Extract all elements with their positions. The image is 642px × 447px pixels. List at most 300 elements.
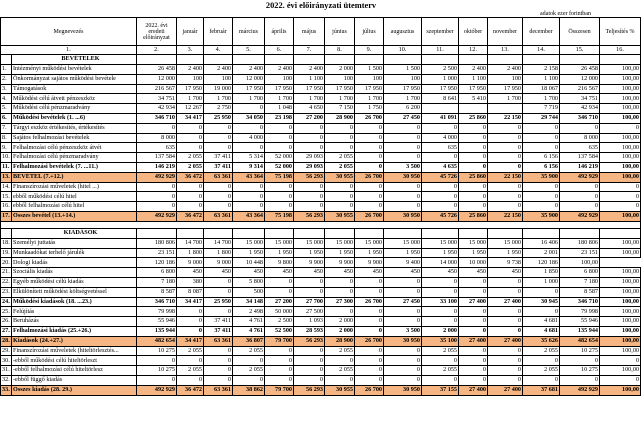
value-cell: 0 bbox=[355, 202, 384, 212]
row-number: 20. bbox=[2, 258, 10, 266]
row-label: -ebből működési célú hiteltörleszt bbox=[12, 356, 137, 366]
value-cell: 2 055 bbox=[233, 366, 265, 376]
value-cell: 492 929 bbox=[137, 172, 177, 182]
value-cell: 0 bbox=[177, 182, 204, 192]
empty-cell bbox=[177, 55, 204, 65]
value-cell: 0 bbox=[355, 287, 384, 297]
value-cell: 450 bbox=[459, 268, 488, 278]
value-cell: 22 150 bbox=[488, 211, 523, 221]
value-cell: 38 862 bbox=[233, 385, 265, 395]
value-cell: 0 bbox=[560, 202, 600, 212]
value-cell: 4 681 bbox=[523, 326, 560, 336]
empty-cell bbox=[325, 55, 355, 65]
value-cell: 100,00 bbox=[600, 277, 641, 287]
value-cell: 25 860 bbox=[459, 211, 488, 221]
value-cell: 30 955 bbox=[325, 172, 355, 182]
empty-cell bbox=[233, 228, 265, 238]
value-cell: 28 900 bbox=[325, 113, 355, 123]
value-cell: 0 bbox=[560, 375, 600, 385]
row-label: Támogatások bbox=[12, 84, 137, 94]
section-header-row bbox=[1, 228, 641, 238]
value-cell: 35 900 bbox=[523, 211, 560, 221]
value-cell: 0 bbox=[384, 287, 422, 297]
row-label: Felhalmozási célú pénzmaradvány bbox=[12, 153, 137, 163]
row-number: 15. bbox=[2, 192, 10, 200]
table-row bbox=[1, 326, 641, 336]
value-cell: 63 361 bbox=[204, 172, 233, 182]
value-cell: 635 bbox=[137, 143, 177, 153]
value-cell: 14 700 bbox=[204, 238, 233, 248]
column-header: július bbox=[355, 18, 384, 46]
value-cell: 0 bbox=[355, 375, 384, 385]
value-cell: 0 bbox=[355, 123, 384, 133]
value-cell: 1 950 bbox=[265, 248, 294, 258]
value-cell: 0 bbox=[459, 346, 488, 356]
value-cell: 33 100 bbox=[422, 297, 459, 307]
empty-cell bbox=[137, 228, 177, 238]
value-cell: 0 bbox=[204, 307, 233, 317]
value-cell: 25 860 bbox=[459, 172, 488, 182]
value-cell: 0 bbox=[384, 123, 422, 133]
value-cell: 37 411 bbox=[204, 326, 233, 336]
row-number: 4. bbox=[1, 94, 12, 104]
value-cell: 100,00 bbox=[600, 94, 641, 104]
value-cell: 0 bbox=[459, 202, 488, 212]
value-cell: 1 950 bbox=[355, 248, 384, 258]
value-cell: 2 055 bbox=[523, 346, 560, 356]
value-cell: 1 048 bbox=[265, 104, 294, 114]
column-number: 15. bbox=[560, 46, 600, 55]
value-cell: 0 bbox=[422, 356, 459, 366]
row-number: 29. bbox=[2, 346, 10, 354]
value-cell: 4 000 bbox=[422, 133, 459, 143]
row-label: Dologi kiadás bbox=[12, 258, 137, 268]
value-cell: 23 151 bbox=[560, 248, 600, 258]
value-cell: 346 710 bbox=[137, 113, 177, 123]
value-cell: 36 472 bbox=[177, 385, 204, 395]
value-cell: 6 800 bbox=[560, 268, 600, 278]
value-cell: 1 700 bbox=[294, 94, 325, 104]
value-cell: 0 bbox=[233, 182, 265, 192]
value-cell: 8 587 bbox=[137, 287, 177, 297]
header-row bbox=[1, 18, 641, 46]
row-number: 33. bbox=[2, 386, 10, 393]
value-cell: 0 bbox=[325, 202, 355, 212]
row-number: 30. bbox=[2, 356, 10, 364]
value-cell: 27 400 bbox=[488, 297, 523, 307]
value-cell: 14 700 bbox=[177, 238, 204, 248]
section-title: KIADÁSOK bbox=[12, 228, 137, 238]
empty-cell bbox=[355, 228, 384, 238]
value-cell: 0 bbox=[459, 123, 488, 133]
row-number: 11. bbox=[1, 162, 12, 172]
value-cell: 0 bbox=[560, 182, 600, 192]
value-cell: 27 400 bbox=[459, 336, 488, 346]
table-row bbox=[1, 268, 641, 278]
value-cell: 4 635 bbox=[422, 162, 459, 172]
column-number: 2. bbox=[137, 46, 177, 55]
value-cell: 0 bbox=[488, 182, 523, 192]
value-cell: 43 364 bbox=[233, 211, 265, 221]
value-cell: 0 bbox=[600, 202, 641, 212]
value-cell: 0 bbox=[523, 133, 560, 143]
empty-cell bbox=[600, 228, 641, 238]
value-cell: 27 200 bbox=[294, 113, 325, 123]
value-cell: 0 bbox=[459, 192, 488, 202]
value-cell: 2 055 bbox=[422, 346, 459, 356]
value-cell: 3 500 bbox=[384, 326, 422, 336]
column-header: október bbox=[459, 18, 488, 46]
value-cell: 0 bbox=[384, 356, 422, 366]
value-cell: 1 950 bbox=[325, 248, 355, 258]
value-cell: 29 093 bbox=[294, 153, 325, 163]
value-cell: 0 bbox=[560, 123, 600, 133]
value-cell: 2 055 bbox=[325, 346, 355, 356]
value-cell: 450 bbox=[204, 268, 233, 278]
value-cell: 100,00 bbox=[600, 74, 641, 84]
value-cell: 17 950 bbox=[233, 84, 265, 94]
table-row bbox=[1, 182, 641, 192]
value-cell: 9 000 bbox=[204, 258, 233, 268]
value-cell: 7 150 bbox=[325, 104, 355, 114]
value-cell: 26 458 bbox=[137, 65, 177, 75]
value-cell: 180 806 bbox=[560, 238, 600, 248]
value-cell: 37 411 bbox=[204, 153, 233, 163]
table-row bbox=[1, 248, 641, 258]
value-cell: 0 bbox=[459, 307, 488, 317]
value-cell: 100,00 bbox=[600, 104, 641, 114]
row-number: 1. bbox=[1, 65, 12, 75]
value-cell: 0 bbox=[233, 202, 265, 212]
value-cell: 5 410 bbox=[459, 94, 488, 104]
value-cell: 100,00 bbox=[600, 336, 641, 346]
value-cell: 0 bbox=[422, 375, 459, 385]
column-header: Összesen bbox=[560, 18, 600, 46]
table-row bbox=[1, 238, 641, 248]
table-row bbox=[1, 375, 641, 385]
value-cell: 2 400 bbox=[265, 65, 294, 75]
value-cell: 100,00 bbox=[600, 326, 641, 336]
value-cell: 0 bbox=[265, 287, 294, 297]
empty-cell bbox=[265, 55, 294, 65]
empty-cell bbox=[355, 55, 384, 65]
value-cell: 6 156 bbox=[523, 153, 560, 163]
row-label: Sajátos felhalmozási bevételek bbox=[12, 133, 137, 143]
value-cell: 0 bbox=[177, 375, 204, 385]
value-cell: 9 900 bbox=[355, 258, 384, 268]
value-cell: 52 000 bbox=[265, 153, 294, 163]
value-cell: 0 bbox=[488, 192, 523, 202]
value-cell: 4 681 bbox=[523, 317, 560, 327]
value-cell: 15 000 bbox=[294, 238, 325, 248]
row-label: Felhalmozási bevételek (7. ...11.) bbox=[12, 162, 137, 172]
value-cell: 17 950 bbox=[488, 84, 523, 94]
value-cell: 1 800 bbox=[177, 248, 204, 258]
table-row bbox=[1, 74, 641, 84]
value-cell: 2 498 bbox=[233, 307, 265, 317]
table-row bbox=[1, 113, 641, 123]
value-cell: 0 bbox=[488, 287, 523, 297]
value-cell: 0 bbox=[294, 143, 325, 153]
value-cell: 0 bbox=[233, 123, 265, 133]
value-cell: 0 bbox=[294, 202, 325, 212]
value-cell: 27 300 bbox=[325, 297, 355, 307]
row-label: Működési célú átvett pénzeszköz bbox=[12, 94, 137, 104]
column-number: 8. bbox=[325, 46, 355, 55]
value-cell: 2 750 bbox=[204, 104, 233, 114]
value-cell: 15 000 bbox=[355, 238, 384, 248]
value-cell: 450 bbox=[384, 268, 422, 278]
value-cell: 9 738 bbox=[488, 258, 523, 268]
value-cell: 12 000 bbox=[137, 74, 177, 84]
value-cell: 30 950 bbox=[384, 211, 422, 221]
row-label: ebből működési célú hitel bbox=[12, 192, 137, 202]
value-cell: 0 bbox=[459, 153, 488, 163]
table-row bbox=[1, 172, 641, 182]
row-number: 25. bbox=[2, 307, 10, 315]
value-cell: 482 654 bbox=[137, 336, 177, 346]
value-cell: 8 000 bbox=[560, 133, 600, 143]
value-cell: 1 700 bbox=[325, 94, 355, 104]
value-cell: 492 929 bbox=[560, 385, 600, 395]
value-cell: 137 584 bbox=[137, 153, 177, 163]
value-cell: 0 bbox=[204, 133, 233, 143]
value-cell: 2 055 bbox=[177, 153, 204, 163]
value-cell: 450 bbox=[294, 268, 325, 278]
value-cell: 0 bbox=[523, 192, 560, 202]
row-number: 26. bbox=[2, 317, 10, 325]
row-number: 31. bbox=[2, 366, 10, 374]
value-cell: 15 000 bbox=[488, 238, 523, 248]
row-label: Összes kiadás (28. 29.) bbox=[12, 385, 137, 395]
empty-cell bbox=[422, 228, 459, 238]
value-cell: 27 400 bbox=[459, 385, 488, 395]
value-cell: 0 bbox=[459, 162, 488, 172]
value-cell: 180 806 bbox=[137, 238, 177, 248]
value-cell: 0 bbox=[204, 366, 233, 376]
value-cell: 2 055 bbox=[233, 346, 265, 356]
table-row bbox=[1, 385, 641, 395]
row-label: Szociális kiadás bbox=[12, 268, 137, 278]
value-cell: 1 950 bbox=[233, 248, 265, 258]
value-cell bbox=[422, 104, 459, 114]
row-number: 17. bbox=[2, 212, 10, 220]
value-cell: 0 bbox=[294, 375, 325, 385]
value-cell: 0 bbox=[177, 143, 204, 153]
table-row bbox=[1, 153, 641, 163]
value-cell: 25 950 bbox=[204, 297, 233, 307]
value-cell: 17 950 bbox=[355, 84, 384, 94]
value-cell: 0 bbox=[294, 346, 325, 356]
value-cell: 7 180 bbox=[137, 277, 177, 287]
value-cell: 0 bbox=[488, 375, 523, 385]
value-cell: 0 bbox=[204, 287, 233, 297]
value-cell: 0 bbox=[355, 143, 384, 153]
value-cell: 10 275 bbox=[137, 346, 177, 356]
column-number: 4. bbox=[204, 46, 233, 55]
value-cell: 0 bbox=[384, 375, 422, 385]
value-cell: 63 361 bbox=[204, 211, 233, 221]
value-cell: 482 654 bbox=[560, 336, 600, 346]
value-cell: 12 267 bbox=[177, 104, 204, 114]
value-cell: 0 bbox=[355, 356, 384, 366]
value-cell: 1 100 bbox=[459, 74, 488, 84]
row-label: Felhalmozási kiadás (25.+26.) bbox=[12, 326, 137, 336]
value-cell: 0 bbox=[422, 277, 459, 287]
value-cell: 6 200 bbox=[384, 104, 422, 114]
row-label: Elkülönített működési költségvetéssel bbox=[12, 287, 137, 297]
row-label: Beruházás bbox=[12, 317, 137, 327]
empty-cell bbox=[523, 228, 560, 238]
value-cell: 27 400 bbox=[488, 336, 523, 346]
value-cell: 2 055 bbox=[177, 346, 204, 356]
value-cell: 1 700 bbox=[523, 94, 560, 104]
row-number bbox=[1, 55, 12, 65]
value-cell: 15 000 bbox=[422, 238, 459, 248]
value-cell: 26 700 bbox=[355, 336, 384, 346]
value-cell: 0 bbox=[325, 123, 355, 133]
column-header: december bbox=[523, 18, 560, 46]
value-cell: 0 bbox=[177, 326, 204, 336]
value-cell: 120 186 bbox=[137, 258, 177, 268]
value-cell: 1 000 bbox=[523, 277, 560, 287]
value-cell: 0 bbox=[265, 375, 294, 385]
value-cell: 0 bbox=[137, 123, 177, 133]
value-cell: 1 850 bbox=[523, 268, 560, 278]
table-row bbox=[1, 65, 641, 75]
value-cell: 100,00 bbox=[600, 297, 641, 307]
value-cell: 346 710 bbox=[137, 297, 177, 307]
value-cell: 492 929 bbox=[137, 211, 177, 221]
column-number: 10. bbox=[384, 46, 422, 55]
value-cell: 0 bbox=[422, 182, 459, 192]
value-cell: 75 198 bbox=[265, 172, 294, 182]
value-cell: 1 700 bbox=[204, 94, 233, 104]
column-number: 7. bbox=[294, 46, 325, 55]
value-cell: 36 472 bbox=[177, 211, 204, 221]
value-cell: 0 bbox=[204, 356, 233, 366]
value-cell: 28 900 bbox=[325, 336, 355, 346]
value-cell: 0 bbox=[325, 143, 355, 153]
row-number: 3. bbox=[1, 84, 12, 94]
value-cell: 100 bbox=[265, 74, 294, 84]
value-cell: 100,00 bbox=[600, 317, 641, 327]
row-number: 10. bbox=[2, 153, 10, 161]
value-cell: 30 950 bbox=[384, 336, 422, 346]
value-cell: 0 bbox=[355, 277, 384, 287]
value-cell: 4 650 bbox=[294, 104, 325, 114]
value-cell: 3 500 bbox=[384, 162, 422, 172]
value-cell: 0 bbox=[265, 192, 294, 202]
value-cell: 450 bbox=[325, 268, 355, 278]
row-label: BEVÉTEL (7.+12.) bbox=[12, 172, 137, 182]
row-number: 8. bbox=[1, 133, 12, 143]
value-cell: 27 500 bbox=[294, 307, 325, 317]
table-row bbox=[1, 366, 641, 376]
value-cell: 0 bbox=[488, 317, 523, 327]
row-number: 19. bbox=[2, 248, 10, 256]
value-cell: 25 950 bbox=[204, 113, 233, 123]
value-cell: 100,00 bbox=[600, 307, 641, 317]
value-cell: 0 bbox=[422, 202, 459, 212]
value-cell: 137 584 bbox=[560, 153, 600, 163]
value-cell: 1 500 bbox=[355, 65, 384, 75]
value-cell: 0 bbox=[459, 143, 488, 153]
value-cell: 79 998 bbox=[560, 307, 600, 317]
row-number: 2. bbox=[1, 74, 12, 84]
row-number: 14. bbox=[2, 182, 10, 190]
value-cell: 35 100 bbox=[422, 336, 459, 346]
value-cell: 56 293 bbox=[294, 211, 325, 221]
column-header: augusztus bbox=[384, 18, 422, 46]
value-cell: 63 361 bbox=[204, 336, 233, 346]
value-cell: 10 000 bbox=[459, 258, 488, 268]
value-cell: 0 bbox=[384, 202, 422, 212]
value-cell: 15 000 bbox=[384, 238, 422, 248]
column-header: március bbox=[233, 18, 265, 46]
row-label: Finanszírozási műveletek (hitel ...) bbox=[12, 182, 137, 192]
value-cell: 0 bbox=[294, 123, 325, 133]
row-number: 16. bbox=[2, 202, 10, 210]
value-cell: 100,00 bbox=[600, 346, 641, 356]
value-cell: 0 bbox=[488, 277, 523, 287]
value-cell: 2 055 bbox=[177, 162, 204, 172]
value-cell: 0 bbox=[523, 182, 560, 192]
value-cell: 450 bbox=[488, 268, 523, 278]
value-cell: 100 bbox=[384, 74, 422, 84]
value-cell: 0 bbox=[384, 192, 422, 202]
value-cell: 346 710 bbox=[560, 297, 600, 307]
value-cell: 0 bbox=[600, 182, 641, 192]
value-cell: 0 bbox=[355, 307, 384, 317]
value-cell: 52 000 bbox=[265, 162, 294, 172]
value-cell: 27 450 bbox=[384, 113, 422, 123]
value-cell: 100,00 bbox=[600, 153, 641, 163]
value-cell: 1 950 bbox=[422, 248, 459, 258]
value-cell: 34 751 bbox=[560, 94, 600, 104]
table-row bbox=[1, 307, 641, 317]
value-cell: 36 472 bbox=[177, 172, 204, 182]
value-cell: 0 bbox=[204, 123, 233, 133]
value-cell: 15 000 bbox=[459, 238, 488, 248]
value-cell: 0 bbox=[488, 162, 523, 172]
value-cell: 7 719 bbox=[523, 104, 560, 114]
value-cell: 0 bbox=[355, 182, 384, 192]
value-cell: 100 bbox=[204, 74, 233, 84]
row-number: 27. bbox=[2, 327, 10, 335]
value-cell: 0 bbox=[488, 153, 523, 163]
table-row bbox=[1, 356, 641, 366]
value-cell: 2 000 bbox=[325, 65, 355, 75]
empty-cell bbox=[488, 55, 523, 65]
value-cell: 0 bbox=[294, 133, 325, 143]
row-label: Személyi juttatás bbox=[12, 238, 137, 248]
value-cell: 34 417 bbox=[177, 336, 204, 346]
value-cell: 635 bbox=[560, 143, 600, 153]
value-cell: 2 000 bbox=[325, 317, 355, 327]
value-cell: 2 400 bbox=[204, 65, 233, 75]
value-cell: 0 bbox=[488, 202, 523, 212]
row-label: Egyéb működési célú kiadás bbox=[12, 277, 137, 287]
row-label: Intézményi működési bevételek bbox=[12, 65, 137, 75]
value-cell: 2 055 bbox=[325, 162, 355, 172]
value-cell: 4 761 bbox=[233, 317, 265, 327]
value-cell: 34 751 bbox=[137, 94, 177, 104]
value-cell: 56 293 bbox=[294, 172, 325, 182]
value-cell: 23 198 bbox=[265, 113, 294, 123]
row-label: Finanszírozási műveletek (hiteltörlesztés... bbox=[12, 346, 137, 356]
value-cell: 42 934 bbox=[560, 104, 600, 114]
